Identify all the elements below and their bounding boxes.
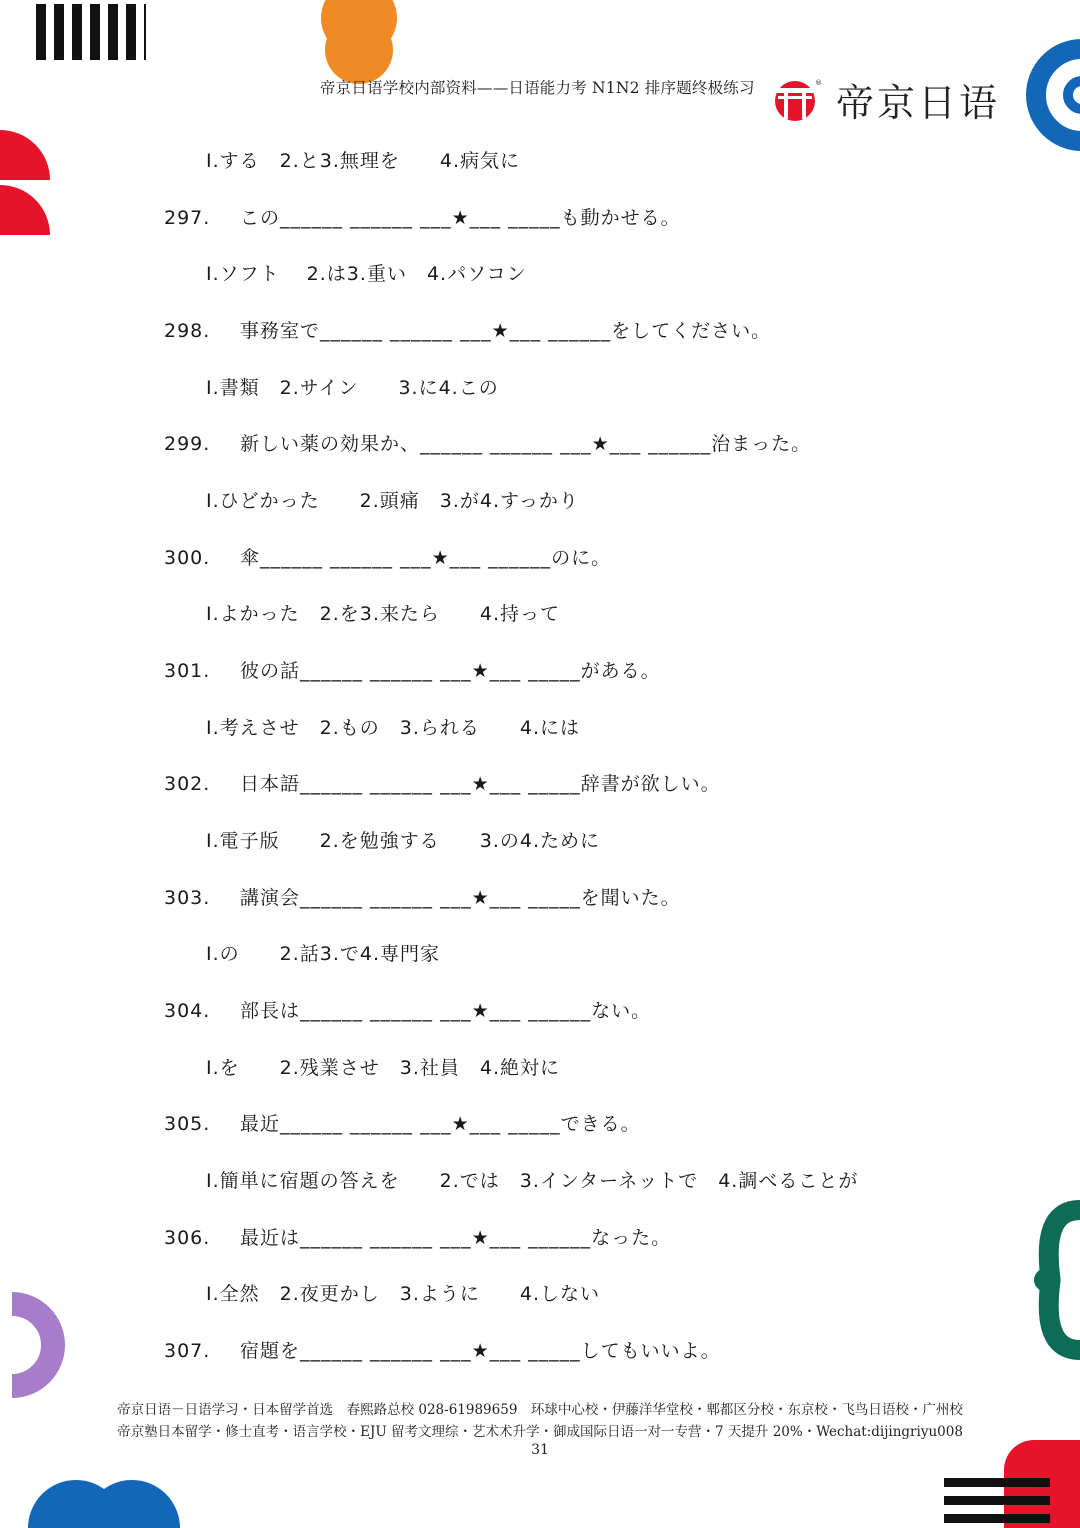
question-number: 301.	[164, 660, 211, 682]
brand-name: 帝京日语	[836, 81, 1001, 125]
question-number: 297.	[164, 207, 211, 229]
question-line	[164, 543, 611, 570]
question-line	[164, 1223, 671, 1250]
stripe-decoration	[944, 1496, 1050, 1505]
options-line: Ⅰ.簡単に宿題の答えを 2.では 3.インターネットで 4.調べることが	[206, 1170, 859, 1192]
options-line: Ⅰ.全然 2.夜更かし 3.ように 4.しない	[206, 1283, 601, 1305]
footer-line-2: 帝京塾日本留学・修士直考・语言学校・EJU 留考文理综・艺术术升学・御成国际日语一对一专营・7 天提升 20%・Wechat:dijingriyu008	[117, 1424, 963, 1440]
options-line: Ⅰ.の 2.話3.で4.専門家	[206, 943, 441, 965]
question-line	[164, 656, 661, 683]
options-line: Ⅰ.よかった 2.を3.来たら 4.持って	[206, 603, 561, 625]
torii-logo-icon	[770, 77, 820, 123]
question-line	[164, 769, 721, 796]
question-line	[164, 203, 681, 230]
options-line: Ⅰ.する 2.と3.無理を 4.病気に	[206, 150, 521, 172]
question-number: 304.	[164, 1000, 211, 1022]
question-text: 部長は______ ______ ___★___ ______ない。	[240, 1000, 652, 1022]
options-line: Ⅰ.電子版 2.を勉強する 3.の4.ために	[206, 830, 601, 852]
page-number: 31	[531, 1442, 549, 1458]
red-halfcircle-decoration	[0, 130, 52, 240]
barcode-decoration	[36, 4, 146, 60]
blue-cloud-decoration	[28, 1470, 184, 1528]
question-text: 傘______ ______ ___★___ ______のに。	[240, 547, 612, 569]
question-text: 日本語______ ______ ___★___ _____辞書が欲しい。	[240, 773, 721, 795]
question-number: 299.	[164, 433, 211, 455]
question-number: 298.	[164, 320, 211, 342]
question-line	[164, 429, 811, 456]
options-line: Ⅰ.を 2.残業させ 3.社員 4.絶対に	[206, 1057, 561, 1079]
purple-arc-decoration	[0, 1290, 72, 1400]
question-number: 300.	[164, 547, 211, 569]
options-line: Ⅰ.書類 2.サイン 3.に4.この	[206, 377, 499, 399]
options-line: Ⅰ.考えさせ 2.もの 3.られる 4.には	[206, 717, 581, 739]
question-text: 最近は______ ______ ___★___ ______なった。	[240, 1227, 672, 1249]
brand-logo	[770, 72, 1000, 127]
question-line	[164, 883, 681, 910]
question-line	[164, 316, 771, 343]
options-line: Ⅰ.ひどかった 2.頭痛 3.が4.すっかり	[206, 490, 579, 512]
question-text: 彼の話______ ______ ___★___ _____がある。	[240, 660, 661, 682]
question-line	[164, 996, 651, 1023]
question-text: この______ ______ ___★___ _____も動かせる。	[240, 207, 681, 229]
question-number: 302.	[164, 773, 211, 795]
question-text: 宿題を______ ______ ___★___ _____してもいいよ。	[240, 1340, 721, 1362]
document-header-title: 帝京日语学校内部资料——日语能力考 N1N2 排序题终极练习	[320, 79, 755, 97]
question-text: 最近______ ______ ___★___ _____できる。	[240, 1113, 641, 1135]
question-number: 303.	[164, 887, 211, 909]
stripe-decoration	[944, 1478, 1050, 1487]
footer-line-1: 帝京日语－日语学习・日本留学首选 春熙路总校 028-61989659 环球中心校・伊藤洋华堂校・郫都区分校・东京校・飞鸟日语校・广州校	[117, 1402, 963, 1418]
question-text: 事務室で______ ______ ___★___ ______をしてください。	[240, 320, 772, 342]
question-number: 305.	[164, 1113, 211, 1135]
question-text: 講演会______ ______ ___★___ _____を聞いた。	[240, 887, 681, 909]
stripe-decoration	[944, 1514, 1050, 1523]
question-number: 306.	[164, 1227, 211, 1249]
question-line	[164, 1336, 721, 1363]
options-line: Ⅰ.ソフト 2.は3.重い 4.パソコン	[206, 263, 527, 285]
svg-text:®: ®	[815, 78, 822, 87]
question-line	[164, 1109, 641, 1136]
question-text: 新しい薬の効果か、______ ______ ___★___ ______治まった。	[240, 433, 812, 455]
question-number: 307.	[164, 1340, 211, 1362]
blue-ring-decoration	[1026, 40, 1080, 150]
green-bracket-decoration	[1036, 1200, 1080, 1360]
orange-blob-decoration	[316, 0, 402, 80]
